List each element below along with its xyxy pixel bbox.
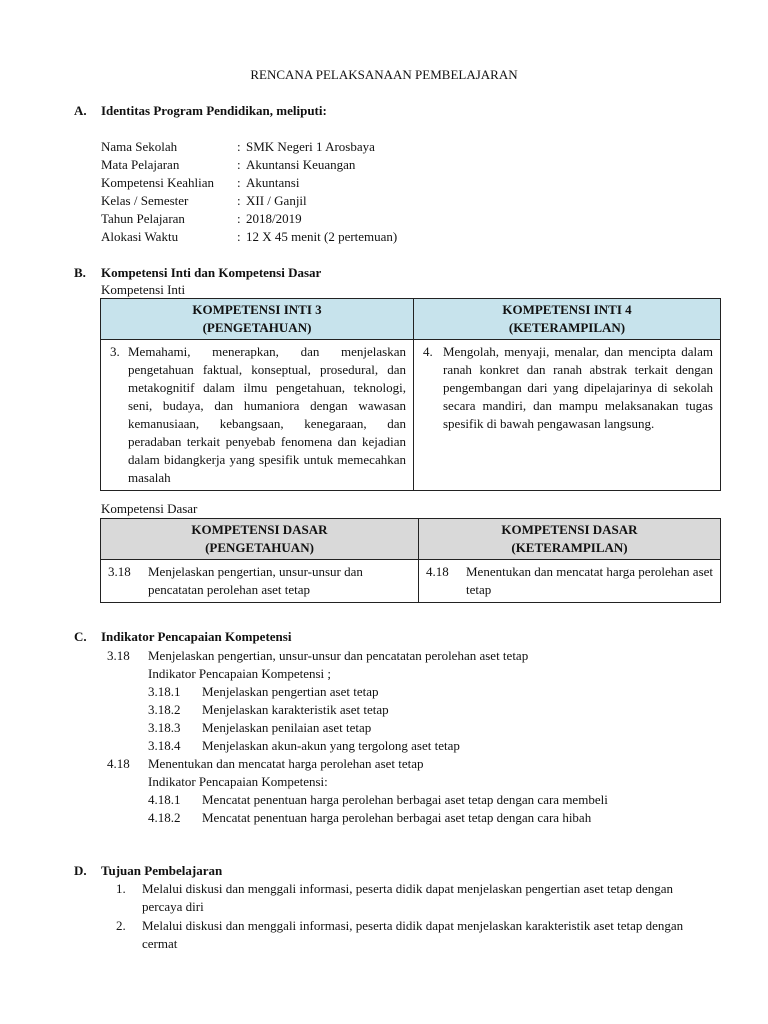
section-b-letter: B.: [74, 265, 86, 280]
ipk-item-number: 4.18.1: [148, 792, 181, 807]
identity-value: XII / Ganjil: [246, 193, 307, 208]
section-d-letter: D.: [74, 863, 87, 878]
kd-keterampilan-text: Menentukan dan mencatat harga perolehan aset tetap: [466, 564, 714, 597]
kd-keterampilan-cell: [419, 560, 721, 603]
ki4-header: [414, 299, 721, 340]
ipk-item-text: Menjelaskan penilaian aset tetap: [202, 720, 372, 735]
tujuan-number: 1.: [116, 881, 126, 896]
ipk-label: Indikator Pencapaian Kompetensi ;: [148, 666, 332, 681]
section-a-letter: A.: [74, 103, 87, 118]
kd-pengetahuan-cell: [101, 560, 419, 603]
ki3-cell: [101, 340, 414, 491]
ipk-item-text: Mencatat penentuan harga perolehan berbagai aset tetap dengan cara hibah: [202, 810, 592, 825]
ipk-item-text: Menjelaskan karakteristik aset tetap: [202, 702, 389, 717]
kd-keterampilan-number: 4.18: [426, 564, 449, 579]
kompetensi-dasar-label: Kompetensi Dasar: [101, 501, 198, 516]
tujuan-text: Melalui diskusi dan menggali informasi, peserta didik dapat menjelaskan karakteristik aset tetap dengan cermat: [142, 918, 684, 951]
ki3-header-line2: (PENGETAHUAN): [202, 320, 312, 335]
kompetensi-inti-table: [100, 298, 721, 491]
identity-colon: :: [237, 157, 241, 172]
identity-label: Mata Pelajaran: [101, 157, 180, 172]
ipk-kd-text: Menjelaskan pengertian, unsur-unsur dan pencatatan perolehan aset tetap: [148, 648, 529, 663]
ipk-kd-text: Menentukan dan mencatat harga perolehan aset tetap: [148, 756, 424, 771]
section-d-heading: [74, 862, 222, 880]
kompetensi-inti-label: Kompetensi Inti: [101, 282, 186, 297]
section-c-title: Indikator Pencapaian Kompetensi: [101, 629, 292, 644]
ki3-header-line1: KOMPETENSI INTI 3: [192, 302, 322, 317]
kd-pengetahuan-header: [101, 519, 419, 560]
identity-colon: :: [237, 193, 241, 208]
ki4-header-line2: (KETERAMPILAN): [508, 320, 626, 335]
identity-label: Kelas / Semester: [101, 193, 189, 208]
identity-label: Kompetensi Keahlian: [101, 175, 214, 190]
ipk-item-text: Menjelaskan pengertian aset tetap: [202, 684, 379, 699]
ki3-number: 3.: [110, 344, 120, 359]
ki4-number: 4.: [423, 344, 433, 359]
identity-label: Tahun Pelajaran: [101, 211, 185, 226]
tujuan-number: 2.: [116, 918, 126, 933]
document-title: RENCANA PELAKSANAAN PEMBELAJARAN: [250, 67, 518, 82]
ipk-item-text: Menjelaskan akun-akun yang tergolong aset tetap: [202, 738, 460, 753]
kompetensi-dasar-table: [100, 518, 721, 603]
identity-value: Akuntansi Keuangan: [246, 157, 356, 172]
kd-keterampilan-header: [419, 519, 721, 560]
section-b-heading: [74, 264, 321, 282]
ipk-item-number: 3.18.1: [148, 684, 181, 699]
ki3-header: [101, 299, 414, 340]
tujuan-text: Melalui diskusi dan menggali informasi, peserta didik dapat menjelaskan pengertian aset tetap dengan percaya diri: [142, 881, 674, 914]
identity-colon: :: [237, 229, 241, 244]
section-c-heading: [74, 628, 291, 646]
ipk-label: Indikator Pencapaian Kompetensi:: [148, 774, 328, 789]
identity-value: 12 X 45 menit (2 pertemuan): [246, 229, 398, 244]
ipk-item-number: 3.18.3: [148, 720, 181, 735]
ki4-cell: [414, 340, 721, 491]
section-d-title: Tujuan Pembelajaran: [101, 863, 223, 878]
section-a-title: Identitas Program Pendidikan, meliputi:: [101, 103, 327, 118]
section-c-letter: C.: [74, 629, 87, 644]
kd-pengetahuan-header-line1: KOMPETENSI DASAR: [191, 522, 328, 537]
ipk-item-number: 3.18.4: [148, 738, 181, 753]
ki3-text: Memahami, menerapkan, dan menjelaskan pengetahuan faktual, konseptual, prosedural, dan metakognitif dalam ilmu pengetahuan, teknologi, seni, budaya, dan humaniora dengan wawasan kemanusiaan, kebangsaan, kenegaraan, dan peradaban terkait penyebab fenomena dan kejadian dalam bidangkerja yang spesifik untuk memecahkan masalah: [128, 344, 406, 485]
identity-colon: :: [237, 175, 241, 190]
ipk-item-text: Mencatat penentuan harga perolehan berbagai aset tetap dengan cara membeli: [202, 792, 608, 807]
ipk-item-number: 3.18.2: [148, 702, 181, 717]
kd-pengetahuan-text: Menjelaskan pengertian, unsur-unsur dan pencatatan perolehan aset tetap: [148, 564, 363, 597]
identity-colon: :: [237, 211, 241, 226]
identity-value: 2018/2019: [246, 211, 302, 226]
identity-label: Alokasi Waktu: [101, 229, 179, 244]
section-b-title: Kompetensi Inti dan Kompetensi Dasar: [101, 265, 322, 280]
ki4-text: Mengolah, menyaji, menalar, dan mencipta dalam ranah konkret dan ranah abstrak terkait dengan pengembangan dari yang dipelajarinya di sekolah secara mandiri, dan mampu melaksanakan tugas spesifik di bawah pengawasan langsung.: [443, 344, 713, 431]
identity-value: Akuntansi: [246, 175, 300, 190]
ipk-item-number: 4.18.2: [148, 810, 181, 825]
identity-value: SMK Negeri 1 Arosbaya: [246, 139, 375, 154]
identity-colon: :: [237, 139, 241, 154]
ki4-header-line1: KOMPETENSI INTI 4: [502, 302, 632, 317]
ipk-kd-number: 4.18: [107, 756, 130, 771]
kd-pengetahuan-number: 3.18: [108, 564, 131, 579]
identity-label: Nama Sekolah: [101, 139, 178, 154]
section-a-heading: [74, 102, 327, 120]
ipk-kd-number: 3.18: [107, 648, 130, 663]
kd-keterampilan-header-line1: KOMPETENSI DASAR: [501, 522, 638, 537]
kd-pengetahuan-header-line2: (PENGETAHUAN): [205, 540, 314, 555]
kd-keterampilan-header-line2: (KETERAMPILAN): [511, 540, 628, 555]
